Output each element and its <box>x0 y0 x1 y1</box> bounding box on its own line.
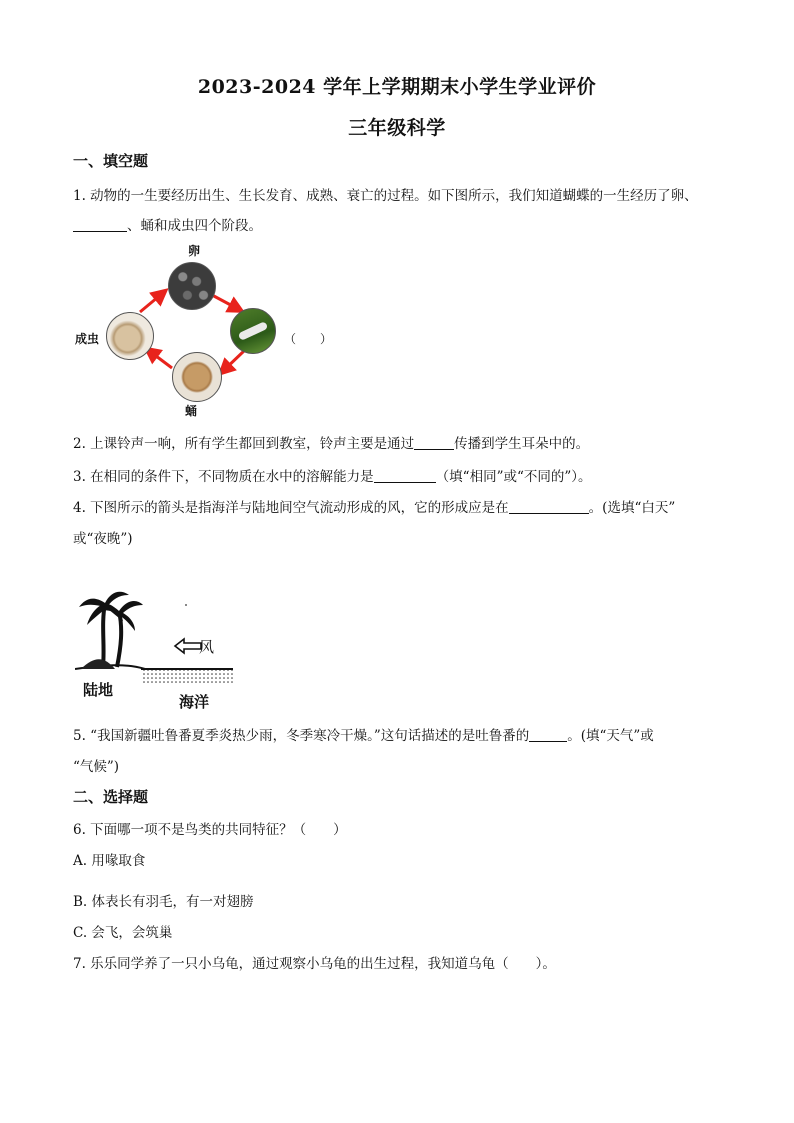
answer-blank-q1[interactable] <box>73 217 127 232</box>
question-6: 6. 下面哪一项不是鸟类的共同特征？（ ） <box>73 822 347 838</box>
q3-text-pre: 3. 在相同的条件下，不同物质在水中的溶解能力是 <box>73 469 374 485</box>
label-wind: 风 <box>199 638 215 656</box>
life-cycle-diagram <box>70 240 340 420</box>
q5-text-pre: 5. “我国新疆吐鲁番夏季炎热少雨，冬季寒冷干燥。”这句话描述的是吐鲁番的 <box>73 728 530 744</box>
arrow-pupa-to-adult <box>148 350 172 368</box>
q4-text-pre: 4. 下图所示的箭头是指海洋与陆地间空气流动形成的风，它的形成应是在 <box>73 500 509 516</box>
q4-text-post: 。(选填“白天” <box>588 500 676 516</box>
arrow-larva-to-pupa <box>222 350 245 372</box>
question-7: 7. 乐乐同学养了一只小乌龟，通过观察小乌龟的出生过程，我知道乌龟（ ）。 <box>73 956 556 972</box>
q2-text-post: 传播到学生耳朵中的。 <box>454 436 590 452</box>
option-6b[interactable]: B. 体表长有羽毛，有一对翅膀 <box>73 894 254 910</box>
question-2 <box>73 432 589 452</box>
adult-photo <box>106 312 154 360</box>
answer-blank-q4[interactable] <box>509 499 589 514</box>
q2-text-pre: 2. 上课铃声一响，所有学生都回到教室，铃声主要是通过 <box>73 436 415 452</box>
sea-breeze-figure <box>75 585 235 715</box>
page-title: 2023-2024 学年上学期期末小学生学业评价 <box>197 76 597 98</box>
larva-photo <box>230 308 276 354</box>
palm-trees-and-coast <box>75 585 235 685</box>
answer-blank-q5[interactable] <box>529 727 567 742</box>
label-pupa: 蛹 <box>185 404 198 418</box>
label-adult: 成虫 <box>75 332 100 346</box>
q3-text-post: （填“相同”或“不同的”）。 <box>435 469 592 485</box>
question-5-line-2: “气候”) <box>73 759 120 775</box>
answer-blank-q3[interactable] <box>374 468 436 483</box>
question-3 <box>73 465 592 485</box>
question-5-line-1 <box>73 724 654 744</box>
option-6c[interactable]: C. 会飞，会筑巢 <box>73 925 173 941</box>
label-land: 陆地 <box>83 681 114 699</box>
question-4-line-2: 或“夜晚”) <box>73 531 133 547</box>
question-4-line-1 <box>73 496 675 516</box>
arrow-egg-to-larva <box>212 295 240 310</box>
egg-photo <box>168 262 216 310</box>
label-blank-stage: （ ） <box>284 332 333 346</box>
arrow-adult-to-egg <box>140 292 164 312</box>
pupa-photo <box>172 352 222 402</box>
label-ocean: 海洋 <box>179 693 210 711</box>
answer-blank-q2[interactable] <box>414 435 454 450</box>
section-fill-blank: 一、填空题 <box>73 152 149 170</box>
option-6a[interactable]: A. 用喙取食 <box>73 853 146 869</box>
question-1-line-2 <box>73 214 262 234</box>
q5-text-post: 。(填“天气”或 <box>567 728 654 744</box>
section-multiple-choice: 二、选择题 <box>73 788 149 806</box>
question-1-line-1: 1. 动物的一生要经历出生、生长发育、成熟、衰亡的过程。如下图所示，我们知道蝴蝶的一生经历了卵、 <box>73 188 698 204</box>
q1-text: 、蛹和成虫四个阶段。 <box>127 218 262 234</box>
page-subtitle: 三年级科学 <box>348 117 446 139</box>
label-egg: 卵 <box>188 244 201 258</box>
